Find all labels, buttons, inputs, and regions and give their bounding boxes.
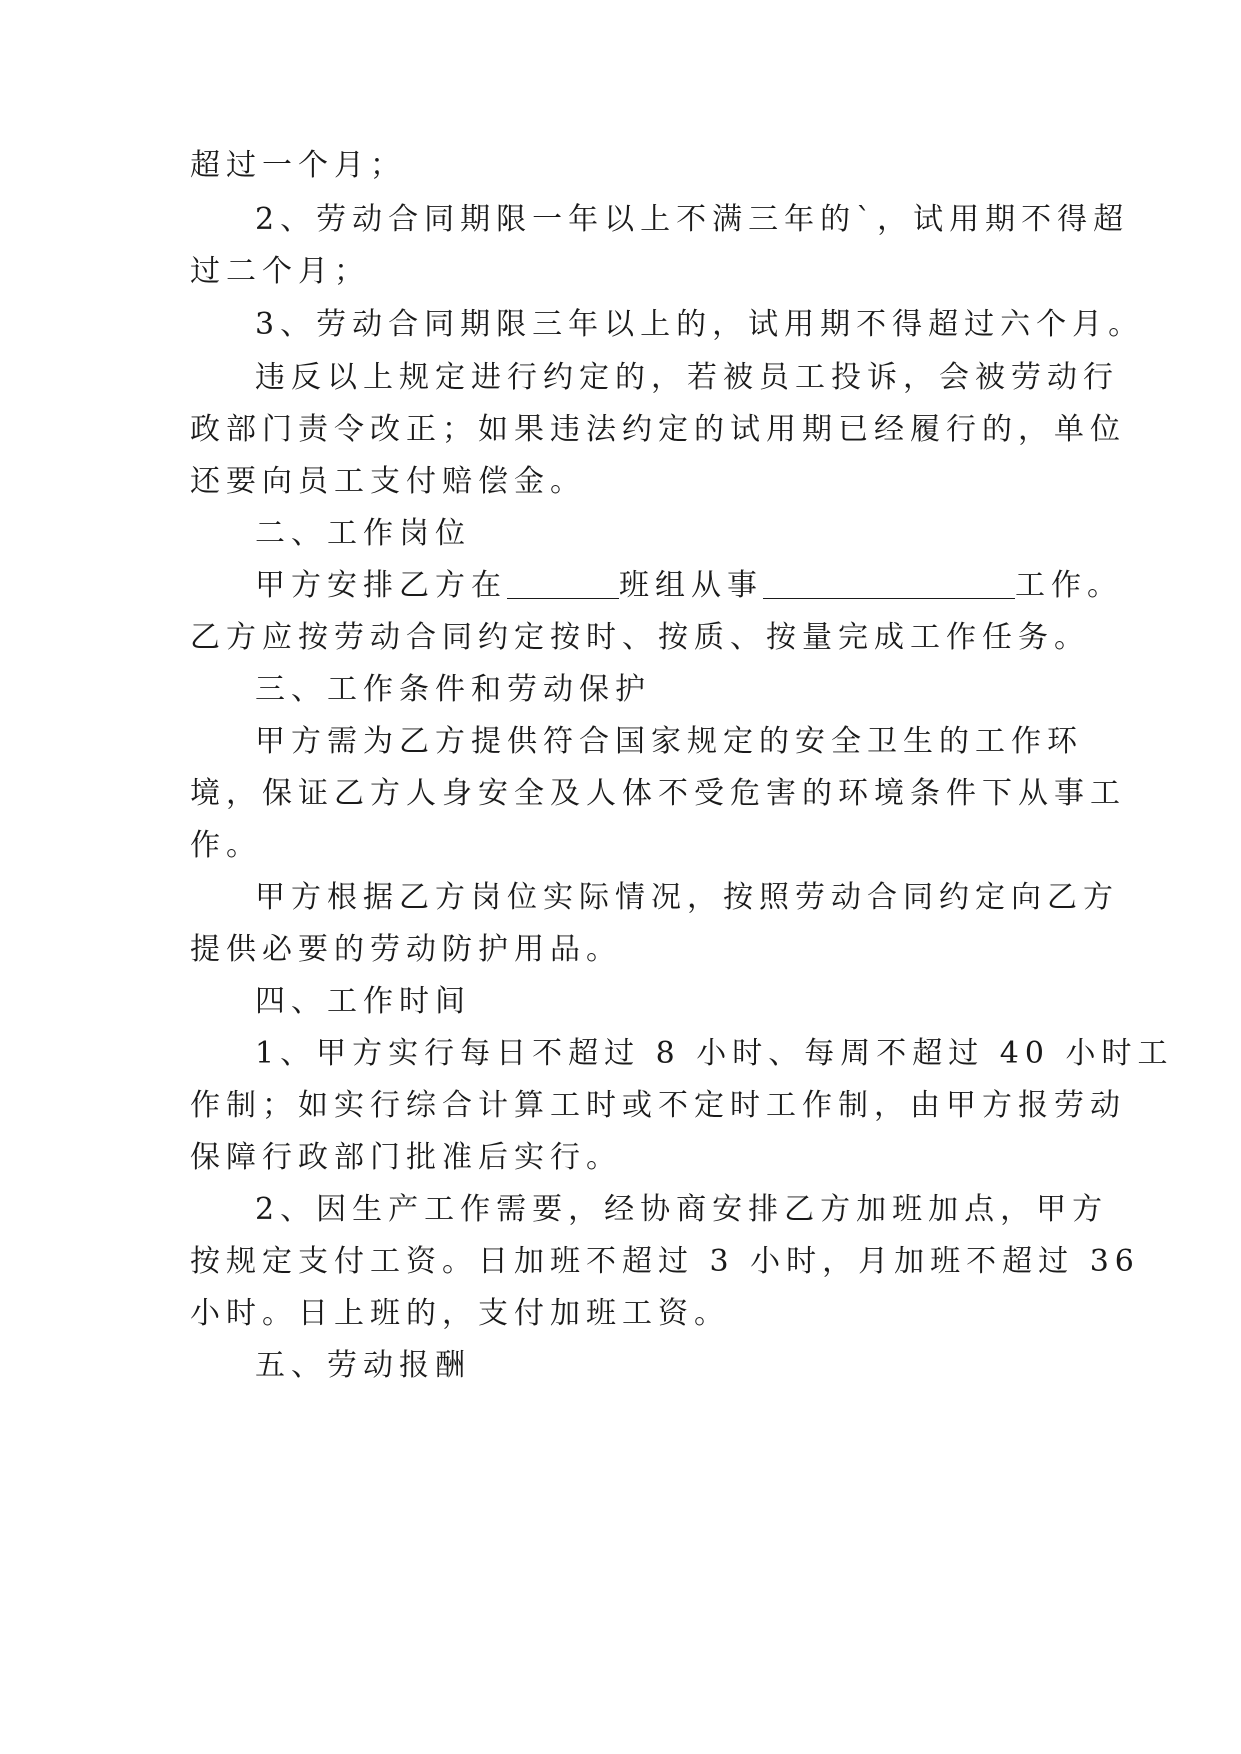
section-heading: 二、工作岗位 <box>255 516 471 551</box>
paragraph-line: 按规定支付工资。日加班不超过 3 小时，月加班不超过 36 <box>190 1244 1140 1279</box>
paragraph-line: 保障行政部门批准后实行。 <box>190 1140 622 1175</box>
paragraph-line: 境，保证乙方人身安全及人体不受危害的环境条件下从事工 <box>190 776 1126 811</box>
job-blank[interactable] <box>763 568 1015 599</box>
paragraph-line: 2、因生产工作需要，经协商安排乙方加班加点，甲方 <box>255 1192 1109 1227</box>
section-heading: 五、劳动报酬 <box>255 1348 471 1383</box>
paragraph-line: 甲方根据乙方岗位实际情况，按照劳动合同约定向乙方 <box>255 880 1119 915</box>
paragraph-line: 小时。日上班的，支付加班工资。 <box>190 1296 730 1331</box>
paragraph-line: 过二个月； <box>190 254 370 289</box>
paragraph-line: 政部门责令改正；如果违法约定的试用期已经履行的，单位 <box>190 412 1126 447</box>
paragraph-line: 还要向员工支付赔偿金。 <box>190 464 586 499</box>
fill-in-text: 班组从事 <box>619 568 763 603</box>
paragraph-line: 2、劳动合同期限一年以上不满三年的`，试用期不得超 <box>255 202 1130 237</box>
section-heading: 四、工作时间 <box>255 984 471 1019</box>
fill-in-text: 甲方安排乙方在 <box>255 568 507 603</box>
fill-in-line <box>255 566 1123 606</box>
paragraph-line: 提供必要的劳动防护用品。 <box>190 932 622 967</box>
paragraph-line: 作。 <box>190 828 262 863</box>
team-blank[interactable] <box>507 568 619 599</box>
paragraph-line: 3、劳动合同期限三年以上的，试用期不得超过六个月。 <box>255 307 1145 342</box>
paragraph-line: 甲方需为乙方提供符合国家规定的安全卫生的工作环 <box>255 724 1083 759</box>
paragraph-line: 1、甲方实行每日不超过 8 小时、每周不超过 40 小时工 <box>255 1036 1174 1071</box>
paragraph-line: 违反以上规定进行约定的，若被员工投诉，会被劳动行 <box>255 360 1119 395</box>
paragraph-line: 作制；如实行综合计算工时或不定时工作制，由甲方报劳动 <box>190 1088 1126 1123</box>
paragraph-line: 超过一个月； <box>190 148 406 183</box>
section-heading: 三、工作条件和劳动保护 <box>255 672 651 707</box>
paragraph-line: 乙方应按劳动合同约定按时、按质、按量完成工作任务。 <box>190 620 1090 655</box>
fill-in-text: 工作。 <box>1015 568 1123 603</box>
